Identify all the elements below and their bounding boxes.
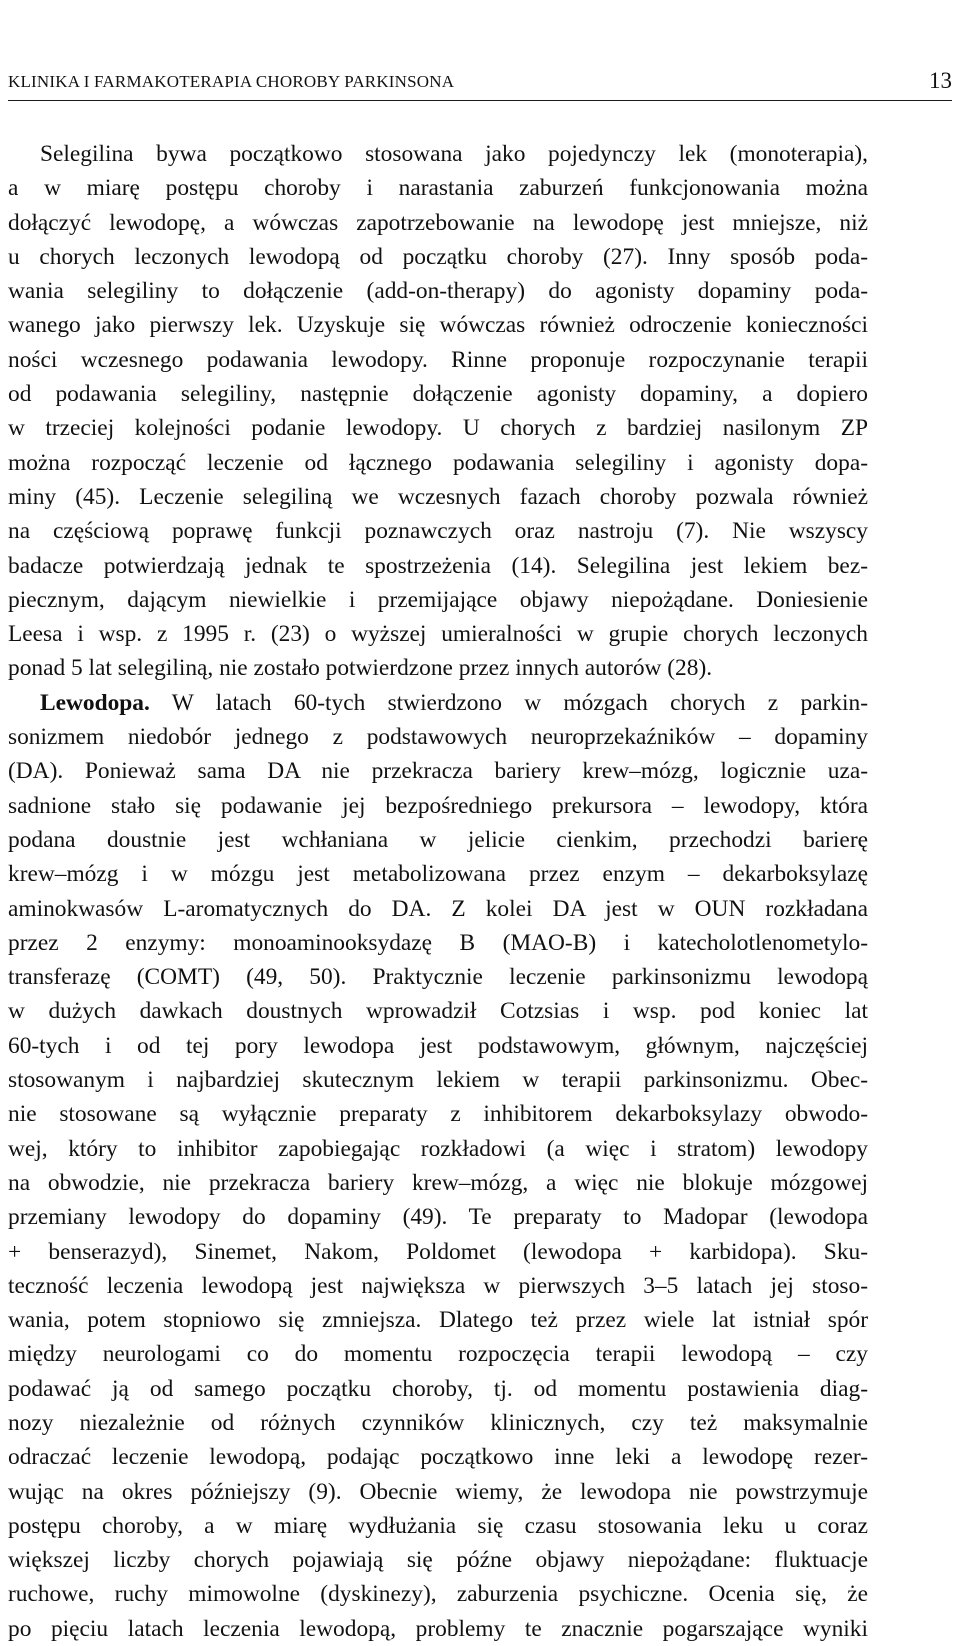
text-line: nie stosowane są wyłącznie preparaty z inhibitorem dekarboksylazy obwodo-: [8, 1101, 868, 1128]
body-text: [8, 137, 868, 1646]
text-line: wania selegiliny to dołączenie (add-on-therapy) do agonisty dopaminy poda-: [8, 278, 868, 305]
text-line: w dużych dawkach doustnych wprowadził Cotzsias i wsp. pod koniec lat: [8, 998, 868, 1025]
text-line: piecznym, dającym niewielkie i przemijające objawy niepożądane. Doniesienie: [8, 586, 868, 613]
text-line: postępu choroby, a w miarę wydłużania się czasu stosowania leku u coraz: [8, 1512, 868, 1539]
text-line: wując na okres późniejszy (9). Obecnie wiemy, że lewodopa nie powstrzymuje: [8, 1478, 868, 1505]
text-line: a w miarę postępu choroby i narastania zaburzeń funkcjonowania można: [8, 175, 868, 202]
text-line: wania, potem stopniowo się zmniejsza. Dlatego też przez wiele lat istniał spór: [8, 1307, 868, 1334]
text-line: na częściową poprawę funkcji poznawczych oraz nastroju (7). Nie wszyscy: [8, 518, 868, 545]
page-number: 13: [929, 68, 952, 93]
text-line: ności wczesnego podawania lewodopy. Rinne proponuje rozpoczynanie terapii: [8, 346, 868, 373]
text-line: odraczać leczenie lewodopą, podając początkowo inne leki a lewodopę rezer-: [8, 1444, 868, 1471]
text-line: miny (45). Leczenie selegiliną we wczesnych fazach choroby pozwala również: [8, 483, 868, 510]
text-line: podana doustnie jest wchłaniana w jelicie cienkim, przechodzi barierę: [8, 826, 868, 853]
text-line: można rozpocząć leczenie od łącznego podawania selegiliny i agonisty dopa-: [8, 449, 868, 476]
text-line: stosowanym i najbardziej skutecznym lekiem w terapii parkinsonizmu. Obec-: [8, 1067, 868, 1094]
text-line: sadnione stało się podawanie jej bezpośredniego prekursora – lewodopy, która: [8, 792, 868, 819]
text-line: od podawania selegiliny, następnie dołączenie agonisty dopaminy, a dopiero: [8, 381, 868, 408]
text-line: 60-tych i od tej pory lewodopa jest podstawowym, głównym, najczęściej: [8, 1032, 868, 1059]
text-line: wej, który to inhibitor zapobiegając rozkładowi (a więc i stratom) lewodopy: [8, 1135, 868, 1162]
text-line: między neurologami co do momentu rozpoczęcia terapii lewodopą – czy: [8, 1341, 868, 1368]
running-header-title: KLINIKA I FARMAKOTERAPIA CHOROBY PARKINSONA: [8, 72, 455, 91]
text-line: transferazę (COMT) (49, 50). Praktycznie leczenie parkinsonizmu lewodopą: [8, 964, 868, 991]
text-line: nozy niezależnie od różnych czynników klinicznych, czy też maksymalnie: [8, 1409, 868, 1436]
text-line-with-heading: [8, 686, 868, 720]
text-line: na obwodzie, nie przekracza bariery krew–mózg, a więc nie blokuje mózgowej: [8, 1169, 868, 1196]
text-line: większej liczby chorych pojawiają się późne objawy niepożądane: fluktuacje: [8, 1547, 868, 1574]
text-line: badacze potwierdzają jednak te spostrzeżenia (14). Selegilina jest lekiem bez-: [8, 552, 868, 579]
text-line-remainder: W latach 60-tych stwierdzono w mózgach chorych z parkin-: [171, 689, 868, 716]
text-line: aminokwasów L-aromatycznych do DA. Z kolei DA jest w OUN rozkładana: [8, 895, 868, 922]
text-line: Selegilina bywa początkowo stosowana jako pojedynczy lek (monoterapia),: [40, 141, 868, 167]
text-line: ponad 5 lat selegiliną, nie zostało potwierdzone przez innych autorów (28).: [8, 655, 713, 682]
text-line: dołączyć lewodopę, a wówczas zapotrzebowanie na lewodopę jest mniejsze, niż: [8, 209, 868, 236]
text-line: podawać ją od samego początku choroby, tj. od momentu postawienia diag-: [8, 1375, 868, 1402]
text-line: ruchowe, ruchy mimowolne (dyskinezy), zaburzenia psychiczne. Ocenia się, że: [8, 1581, 868, 1608]
text-line: + benserazyd), Sinemet, Nakom, Poldomet (lewodopa + karbidopa). Sku-: [8, 1238, 868, 1265]
text-line: przez 2 enzymy: monoaminooksydazę B (MAO-B) i katecholotlenometylo-: [8, 929, 868, 956]
text-line: teczność leczenia lewodopą jest największa w pierwszych 3–5 latach jej stoso-: [8, 1272, 868, 1299]
text-line: po pięciu latach leczenia lewodopą, problemy te znacznie pogarszające wyniki: [8, 1615, 868, 1642]
text-line: Leesa i wsp. z 1995 r. (23) o wyższej umieralności w grupie chorych leczonych: [8, 621, 868, 648]
text-line: w trzeciej kolejności podanie lewodopy. U chorych z bardziej nasilonym ZP: [8, 415, 868, 442]
text-line: przemiany lewodopy do dopaminy (49). Te preparaty to Madopar (lewodopa: [8, 1204, 868, 1231]
text-line: sonizmem niedobór jednego z podstawowych neuroprzekaźników – dopaminy: [8, 724, 868, 751]
text-line: krew–mózg i w mózgu jest metabolizowana przez enzym – dekarboksylazę: [8, 861, 868, 888]
section-heading: Lewodopa.: [40, 689, 150, 716]
running-header: [8, 66, 952, 101]
text-line: u chorych leczonych lewodopą od początku choroby (27). Inny sposób poda-: [8, 243, 868, 270]
text-line: (DA). Ponieważ sama DA nie przekracza bariery krew–mózg, logicznie uza-: [8, 758, 868, 785]
text-line: wanego jako pierwszy lek. Uzyskuje się wówczas również odroczenie konieczności: [8, 312, 868, 339]
